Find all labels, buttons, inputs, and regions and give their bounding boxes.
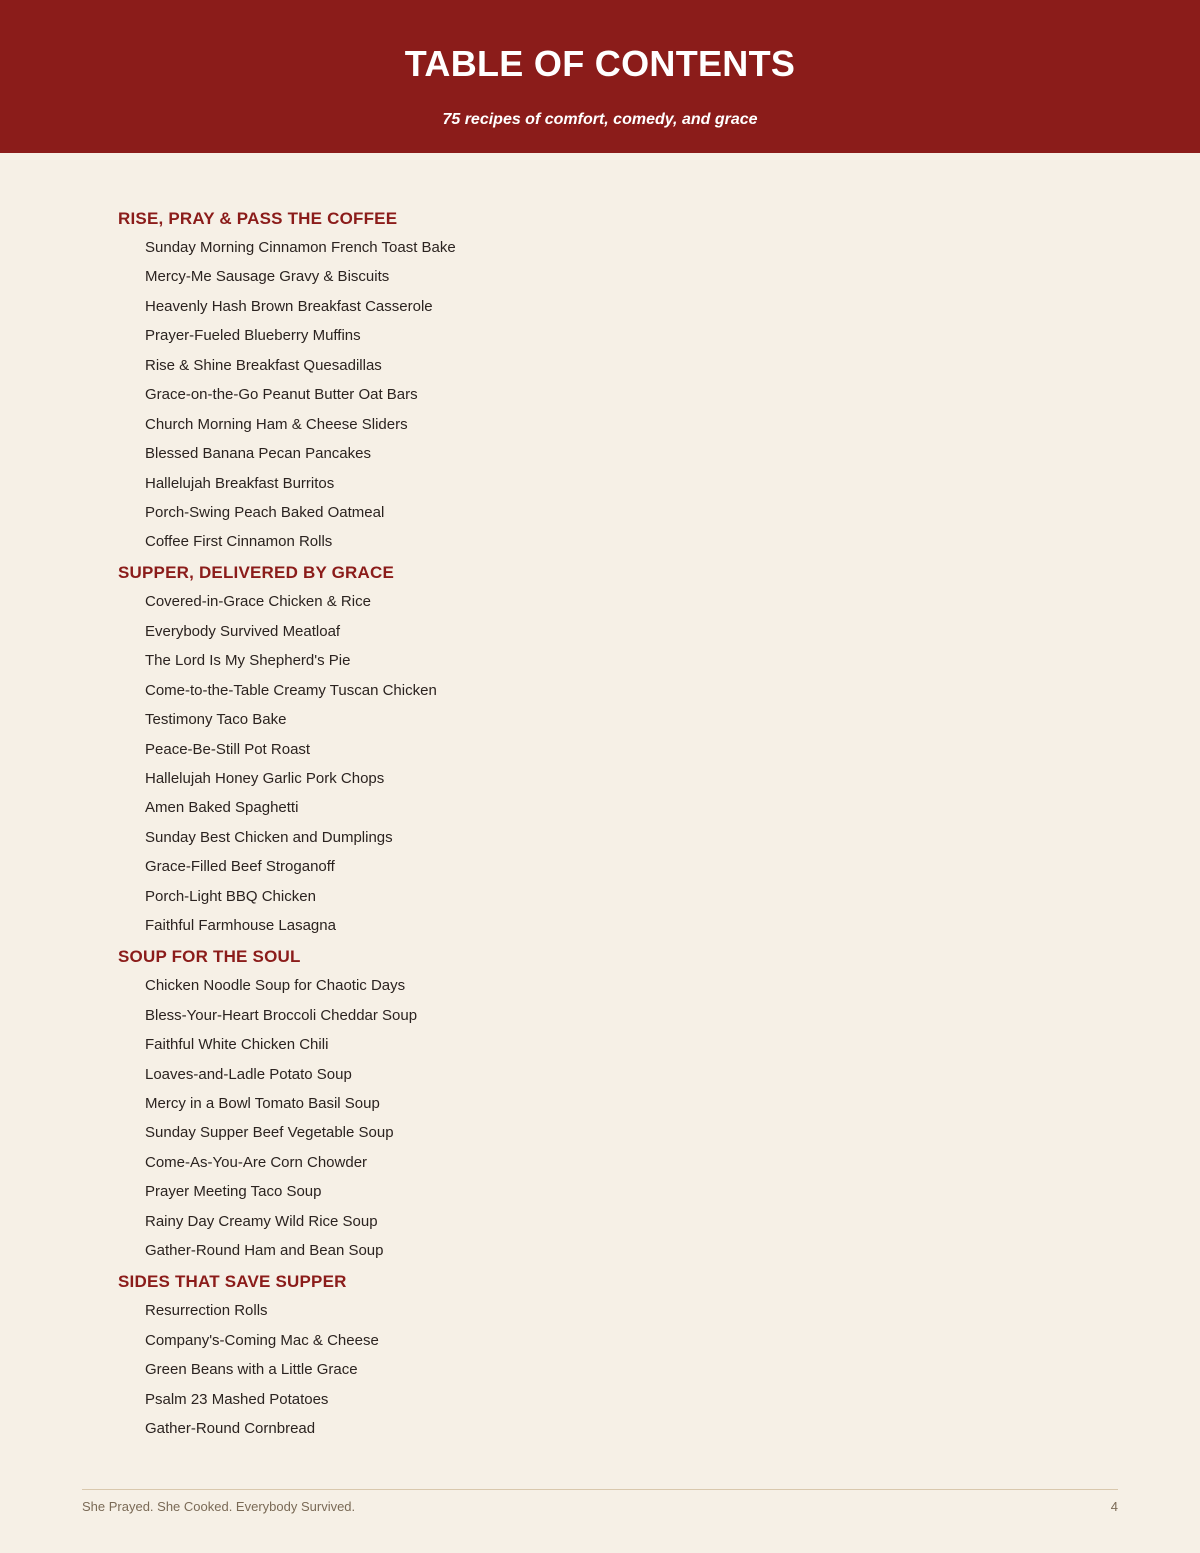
recipe-item[interactable]: Porch-Light BBQ Chicken (145, 887, 316, 905)
page-subtitle: 75 recipes of comfort, comedy, and grace (442, 111, 758, 128)
recipe-item[interactable]: Faithful White Chicken Chili (145, 1036, 329, 1054)
recipe-item[interactable]: Coffee First Cinnamon Rolls (145, 533, 333, 551)
recipe-item[interactable]: Mercy in a Bowl Tomato Basil Soup (145, 1095, 380, 1112)
recipe-item[interactable]: Prayer Meeting Taco Soup (145, 1183, 322, 1201)
recipe-item[interactable]: Hallelujah Honey Garlic Pork Chops (145, 770, 385, 788)
recipe-item[interactable]: Sunday Morning Cinnamon French Toast Bake (145, 239, 456, 256)
table-of-contents (118, 207, 1078, 1448)
recipe-item[interactable]: Heavenly Hash Brown Breakfast Casserole (145, 297, 433, 315)
section-title: SIDES THAT SAVE SUPPER (118, 1272, 347, 1292)
recipe-item[interactable]: Everybody Survived Meatloaf (145, 622, 341, 640)
recipe-item[interactable]: Gather-Round Cornbread (145, 1419, 316, 1437)
recipe-item[interactable]: Peace-Be-Still Pot Roast (145, 740, 311, 758)
recipe-item[interactable]: Resurrection Rolls (145, 1302, 268, 1320)
recipe-item[interactable]: Porch-Swing Peach Baked Oatmeal (145, 503, 385, 521)
footer-divider (82, 1489, 1118, 1490)
recipe-item[interactable]: Come-to-the-Table Creamy Tuscan Chicken (145, 681, 437, 699)
section-title: SUPPER, DELIVERED BY GRACE (118, 563, 394, 583)
recipe-item[interactable]: Come-As-You-Are Corn Chowder (145, 1153, 368, 1171)
toc-section (118, 945, 1078, 1265)
recipe-item[interactable]: Loaves-and-Ladle Potato Soup (145, 1065, 352, 1083)
recipe-item[interactable]: Prayer-Fueled Blueberry Muffins (145, 327, 361, 345)
page-title: TABLE OF CONTENTS (404, 43, 796, 84)
recipe-list (118, 233, 1078, 557)
toc-section (118, 561, 1078, 940)
recipe-item[interactable]: Grace-Filled Beef Stroganoff (145, 858, 335, 876)
recipe-item[interactable]: Gather-Round Ham and Bean Soup (145, 1242, 384, 1260)
recipe-item[interactable]: Testimony Taco Bake (145, 711, 287, 729)
recipe-item[interactable]: Hallelujah Breakfast Burritos (145, 474, 335, 492)
recipe-item[interactable]: Sunday Supper Beef Vegetable Soup (145, 1124, 394, 1142)
recipe-item[interactable]: Mercy-Me Sausage Gravy & Biscuits (145, 268, 390, 286)
recipe-item[interactable]: Sunday Best Chicken and Dumplings (145, 828, 393, 846)
recipe-item[interactable]: Chicken Noodle Soup for Chaotic Days (145, 977, 406, 995)
recipe-item[interactable]: Company's-Coming Mac & Cheese (145, 1331, 379, 1349)
recipe-item[interactable]: Covered-in-Grace Chicken & Rice (145, 593, 371, 611)
recipe-item[interactable]: Green Beans with a Little Grace (145, 1361, 358, 1379)
recipe-list (118, 1296, 1078, 1443)
recipe-list (118, 587, 1078, 940)
toc-section (118, 207, 1078, 557)
section-title: SOUP FOR THE SOUL (118, 947, 301, 967)
recipe-item[interactable]: Church Morning Ham & Cheese Sliders (145, 415, 408, 433)
recipe-item[interactable]: Rise & Shine Breakfast Quesadillas (145, 356, 382, 374)
recipe-item[interactable]: Faithful Farmhouse Lasagna (145, 917, 336, 935)
recipe-item[interactable]: Rainy Day Creamy Wild Rice Soup (145, 1212, 378, 1230)
page-header (0, 0, 1200, 153)
page-number: 4 (1110, 1499, 1118, 1514)
recipe-item[interactable]: The Lord Is My Shepherd's Pie (145, 652, 351, 670)
recipe-item[interactable]: Blessed Banana Pecan Pancakes (145, 445, 371, 463)
recipe-list (118, 971, 1078, 1265)
recipe-item[interactable]: Amen Baked Spaghetti (145, 799, 299, 817)
toc-section (118, 1270, 1078, 1443)
recipe-item[interactable]: Psalm 23 Mashed Potatoes (145, 1390, 329, 1408)
recipe-item[interactable]: Bless-Your-Heart Broccoli Cheddar Soup (145, 1006, 418, 1024)
footer-tagline: She Prayed. She Cooked. Everybody Survived. (82, 1499, 356, 1514)
recipe-item[interactable]: Grace-on-the-Go Peanut Butter Oat Bars (145, 386, 418, 404)
section-title: RISE, PRAY & PASS THE COFFEE (118, 209, 398, 228)
